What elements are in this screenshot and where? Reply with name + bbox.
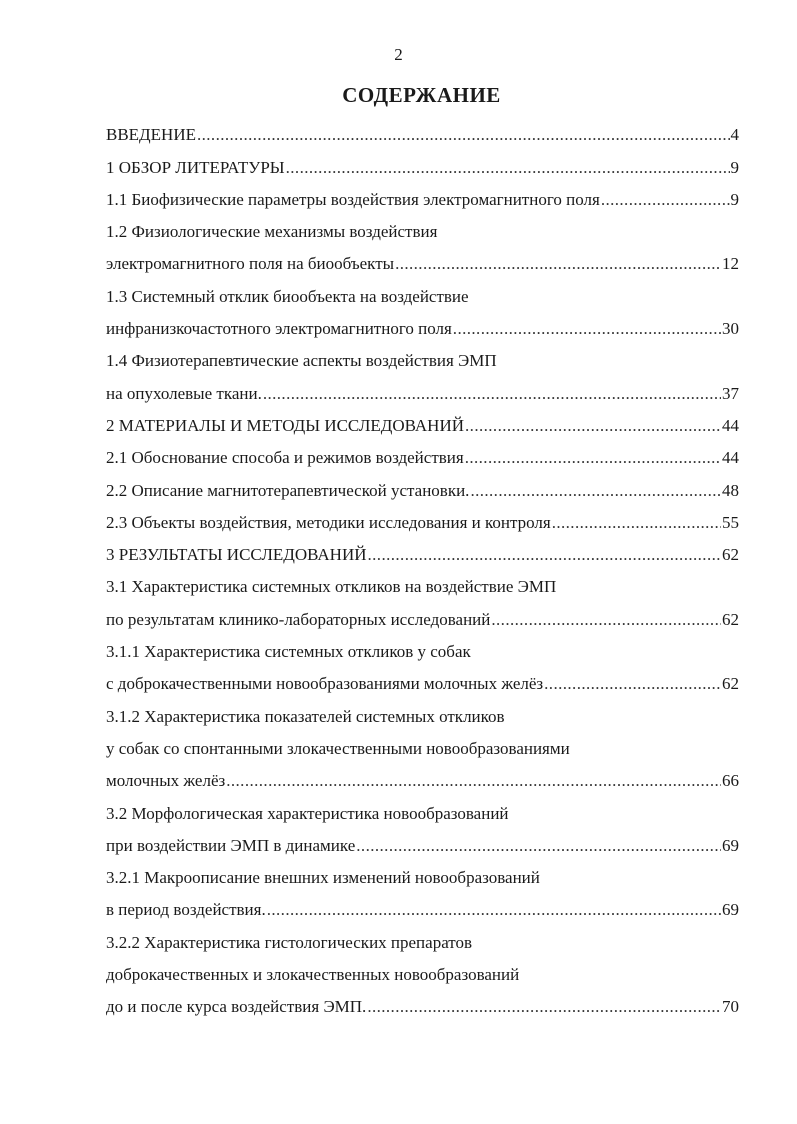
toc-entry (106, 953, 739, 985)
toc-entry (106, 920, 739, 952)
toc-entry-text: 2.1 Обоснование способа и режимов воздействия (106, 448, 464, 468)
toc-entry (106, 662, 739, 694)
toc-entry-text: 3.2.2 Характеристика гистологических препаратов (106, 932, 473, 952)
toc-entry-text: ВВЕДЕНИЕ (106, 125, 196, 145)
toc-entry-text: 1.1 Биофизические параметры воздействия электромагнитного поля (106, 189, 600, 209)
toc-entry (106, 759, 739, 791)
toc-dot-leader (197, 125, 730, 145)
toc-entry-page: 37 (722, 383, 739, 403)
toc-entry (106, 178, 739, 210)
toc-entry (106, 468, 739, 500)
toc-entry-page: 9 (730, 189, 739, 209)
toc-entry-page: 69 (722, 835, 739, 855)
toc-entry (106, 404, 739, 436)
toc-dot-leader (465, 416, 721, 436)
toc-entry (106, 985, 739, 1017)
toc-entry-text: до и после курса воздействия ЭМП. (106, 997, 367, 1017)
toc-entry-text: в период воздействия. (106, 900, 266, 920)
toc-entry (106, 436, 739, 468)
toc-entry-text: 2.3 Объекты воздействия, методики исследования и контроля (106, 512, 551, 532)
page-title: СОДЕРЖАНИЕ (342, 83, 501, 107)
toc-entry-text: 3.1.2 Характеристика показателей системных откликов (106, 706, 505, 726)
toc-entry-page: 12 (722, 254, 739, 274)
toc-entry-page: 62 (722, 674, 739, 694)
toc-entry-text: 1 ОБЗОР ЛИТЕРАТУРЫ (106, 157, 285, 177)
page-number: 2 (394, 45, 403, 64)
toc-entry (106, 597, 739, 629)
toc-entry-page: 62 (722, 545, 739, 565)
toc-entry-text: 3.2 Морфологическая характеристика новообразований (106, 803, 509, 823)
toc-entry-page: 66 (722, 771, 739, 791)
toc-entry (106, 274, 739, 306)
toc-entry-text: 3.2.1 Макроописание внешних изменений новообразований (106, 868, 540, 888)
toc-entry-text: 3.1.1 Характеристика системных откликов у собак (106, 642, 471, 662)
toc-entry-text: 2 МАТЕРИАЛЫ И МЕТОДЫ ИССЛЕДОВАНИЙ (106, 415, 465, 435)
toc-entry (106, 371, 739, 403)
toc-entry-page: 4 (730, 125, 739, 145)
toc-entry (106, 694, 739, 726)
toc-dot-leader (465, 448, 721, 468)
toc-entry-text: инфранизкочастотного электромагнитного поля (106, 319, 452, 339)
toc-entry (106, 791, 739, 823)
toc-entry-text: молочных желёз (106, 771, 226, 791)
toc-entry (106, 145, 739, 177)
toc-entry-text: 1.4 Физиотерапевтические аспекты воздействия ЭМП (106, 351, 497, 371)
toc-dot-leader (470, 481, 721, 501)
toc-dot-leader (395, 254, 721, 274)
toc-entry-page: 44 (722, 415, 739, 435)
table-of-contents (106, 113, 739, 1017)
toc-entry-page: 30 (722, 319, 739, 339)
toc-entry-text: 2.2 Описание магнитотерапевтической установки. (106, 480, 470, 500)
toc-entry-text: на опухолевые ткани. (106, 383, 262, 403)
toc-dot-leader (226, 771, 721, 791)
toc-entry-text: с доброкачественными новообразованиями молочных желёз (106, 674, 544, 694)
toc-entry-page: 9 (730, 157, 739, 177)
toc-dot-leader (544, 674, 721, 694)
toc-entry-page: 69 (722, 900, 739, 920)
toc-entry-text: электромагнитного поля на биообъекты (106, 254, 395, 274)
toc-entry-page: 55 (722, 512, 739, 532)
toc-dot-leader (552, 513, 721, 533)
toc-dot-leader (368, 545, 722, 565)
toc-entry (106, 856, 739, 888)
toc-entry-text: 1.2 Физиологические механизмы воздействия (106, 222, 438, 242)
toc-entry (106, 727, 739, 759)
toc-entry-text: при воздействии ЭМП в динамике (106, 835, 356, 855)
toc-entry (106, 533, 739, 565)
toc-entry (106, 210, 739, 242)
toc-entry (106, 307, 739, 339)
toc-entry (106, 824, 739, 856)
toc-dot-leader (286, 158, 730, 178)
toc-dot-leader (267, 900, 721, 920)
toc-entry-text: доброкачественных и злокачественных новообразований (106, 965, 520, 985)
toc-entry (106, 501, 739, 533)
toc-dot-leader (491, 610, 721, 630)
toc-dot-leader (356, 836, 721, 856)
toc-entry-page: 44 (722, 448, 739, 468)
toc-dot-leader (453, 319, 721, 339)
toc-dot-leader (601, 190, 730, 210)
toc-entry-text: 3 РЕЗУЛЬТАТЫ ИССЛЕДОВАНИЙ (106, 545, 367, 565)
toc-entry (106, 630, 739, 662)
toc-entry-page: 70 (722, 997, 739, 1017)
toc-entry (106, 113, 739, 145)
toc-entry (106, 888, 739, 920)
toc-entry-text: 1.3 Системный отклик биообъекта на воздействие (106, 286, 469, 306)
toc-dot-leader (367, 997, 721, 1017)
toc-entry-text: 3.1 Характеристика системных откликов на воздействие ЭМП (106, 577, 557, 597)
toc-dot-leader (263, 384, 721, 404)
toc-entry (106, 339, 739, 371)
toc-entry (106, 242, 739, 274)
toc-entry-page: 62 (722, 609, 739, 629)
toc-entry-text: по результатам клинико-лабораторных исследований (106, 609, 491, 629)
toc-entry-text: у собак со спонтанными злокачественными новообразованиями (106, 738, 570, 758)
toc-entry-page: 48 (722, 480, 739, 500)
toc-entry (106, 565, 739, 597)
